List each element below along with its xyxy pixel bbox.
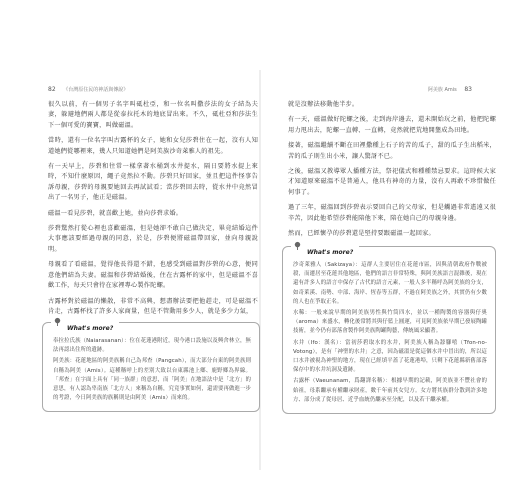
box-entry: 水井（Ifo：漢名）：當初莎碧取水的水井，阿美族人稱為舔腳嘻（Tfon-no-Votong），是有「神聖的水井」之意，因為磁溫是從這個水井中冒出的，所以這口水井被視為神聖的地方，現在已經填平蓋了花蓮港埠，只剩下花蓮縣新舊部落保存中的水井坑洞及遺跡。 [293,339,487,374]
right-page [288,100,496,244]
left-paragraph: 母親看了看磁溫，覺得他長得還不錯，也感受到磁溫對莎碧的心意，便同意他們結為夫妻。磁溫和莎碧結婚後，住在古露杯的家中，但是磁溫不喜歡工作，每天只會待在家裡專心製作陀螺。 [48,261,258,290]
left-running-title: 《台灣原住民的神話與傳說》 [63,87,129,93]
right-page-number: 83 [464,86,472,93]
left-paragraph: 很久以前，有一個男子名字叫砥杜亞，和一位名叫撒莎法的女子結為夫妻，躲避地們兩人都是從泰拉托木的地底冒出來。不久，砥杜亞和莎法生下一個可愛的寶寶，叫做磁溫。 [48,101,258,129]
left-paragraph: 有一天早上，莎碧和往常一樣拿著水桶到水井提水，隔日要將水提上來時，不知什麼原因，繩子竟然拉不動。莎碧只好回家，並且把這件怪事告訴母親，莎碧的母親要她回去再試試看；當莎碧回去時，從水井中竟然冒出了一名男子，他正是磁溫。 [48,163,258,202]
box-entry: 沙奇萊雅人（Sakizaya）：這群人主要居住在花蓮市區，因與清朝政府作戰被殺，而遷居至花蓮其他地區，他們的語言非常特殊，與阿美族語言混雜後，現在還有許多人的語言中保存了古代的語言元素，一般人多半稱呼為阿美族的分支，如奇萊溪、南勢、中部、海岸、恆春等五群，不過在阿美族之外，其實仍有少數的人也在爭取正名。 [293,262,487,305]
right-running-title: 阿美族 Amis [427,87,457,93]
right-paragraph: 之後，磁溫又教導眾人播種方法，祭祀儀式和種種禁忌要求。這時候大家才知道原來磁溫不是普通人，他具有神奇的力量，沒有人再敢不珍惜做任何事了。 [288,168,496,196]
whats-more-title: What's more? [67,325,114,332]
whats-more-tag [291,239,359,256]
right-paragraph: 接著，磁溫繼續不斷在田裡撒種上石子的苦的瓜子，甜的瓜子生出稻米，苦的瓜子則生出小米，讓人驚訝不已。 [288,142,496,160]
whats-more-title: What's more? [307,249,354,256]
left-paragraph: 磁溫一看見莎碧，就喜歡上她，並向莎碧求婚。 [48,209,183,217]
left-page-number: 82 [48,86,56,93]
right-whats-more-box [282,246,496,414]
pushpin-icon [293,241,302,250]
left-paragraph: 古露杯對於磁溫的懶散，非常不高興，想盡辦法要把他趕走，可是磁溫不肯走，古露杯找了許多人家商量，但是不管動用多少人，就是多少力氣， [48,297,258,315]
pushpin-icon [53,317,62,326]
right-paragraph: 然而，已經懷孕的莎碧還是堅持要跟磁溫一起回家。 [288,230,435,238]
left-header [48,86,128,93]
box-entry: 奉拉拉氏族（Naiarasanan）：位在花蓮港附近，現今港口設施以及興舍林立，無法再認出住所的遺跡。 [53,338,251,354]
right-paragraph: 有一天，磁溫做好陀螺之後，走到海岸邊去，還未開始玩之前，他把陀螺用力甩出去，陀螺一直轉、一直轉，竟然就把荒地開墾成為田地。 [288,116,496,134]
left-page [48,100,258,322]
right-header [428,86,472,93]
box-entry: 古露杯（Vaeunanam，爲翻譯名稱）：根據早期的記載，阿美族並不豐社會的始祖，母系繼承有權繼承財產，數千年前其女兒方。女方將其族群分散到許多地方、部分成了從母居、近乎血統仍繼承至分配，以及若干繼承權。 [293,378,487,403]
right-paragraph: 過了三年，磁溫回到莎碧表示要回自己的父母家，但是觸過非常遙遠又很辛苦，因此他希望莎碧能陪他下來，陪在她自己的母親身邊。 [288,204,496,222]
right-paragraph: 就是沒辦法移動他半步。 [288,101,359,108]
gutter-divider [259,70,261,470]
whats-more-tag [51,315,119,332]
left-paragraph: 莎碧驚然打從心裡也喜歡磁溫，但是她卻不敢自己做決定，畢竟結婚這件大事應該要經過母親的同意，於是，莎碧便將磁溫帶回家，並向母親說明。 [48,225,258,253]
left-whats-more-box [42,322,260,412]
box-entry: 阿美族：花蓮地區的阿美族稱自己為邦查（Pangcah），而大部分台東的阿美族則自稱為阿美（Amis）。這種稱呼上的差別大致以台東縣池上鄉、鹿野鄉為界線。「邦查」在字面上具有「同一族群」的意思，而「阿美」在地語法中是「北方」的意思，有人認為卑南族「北方人」來稱為自稱，究竟事實如何，還需要再做進一步的考證，今日阿美族的族稱則是由阿美（Amis）而來的。 [53,358,251,402]
box-entry: 水稀：一般來說早期的阿美族男性與竹筒四水，並以一種陶製的容器與仔奧（aroma）來盛水，轉化後常將其與仔籃上圓運，可見阿美族依早期已發展陶罐技術，並今仍有部落會製作阿美族陶罐陶藝，傳統風采顯著。 [293,310,487,335]
left-paragraph: 當時，還有一位名字叫古露杯的女子，她和女兒莎碧住在一起，沒有人知道她們從哪裡來，幾人只知道她們是阿美族沙奇萊雅人的祖先。 [48,137,258,155]
